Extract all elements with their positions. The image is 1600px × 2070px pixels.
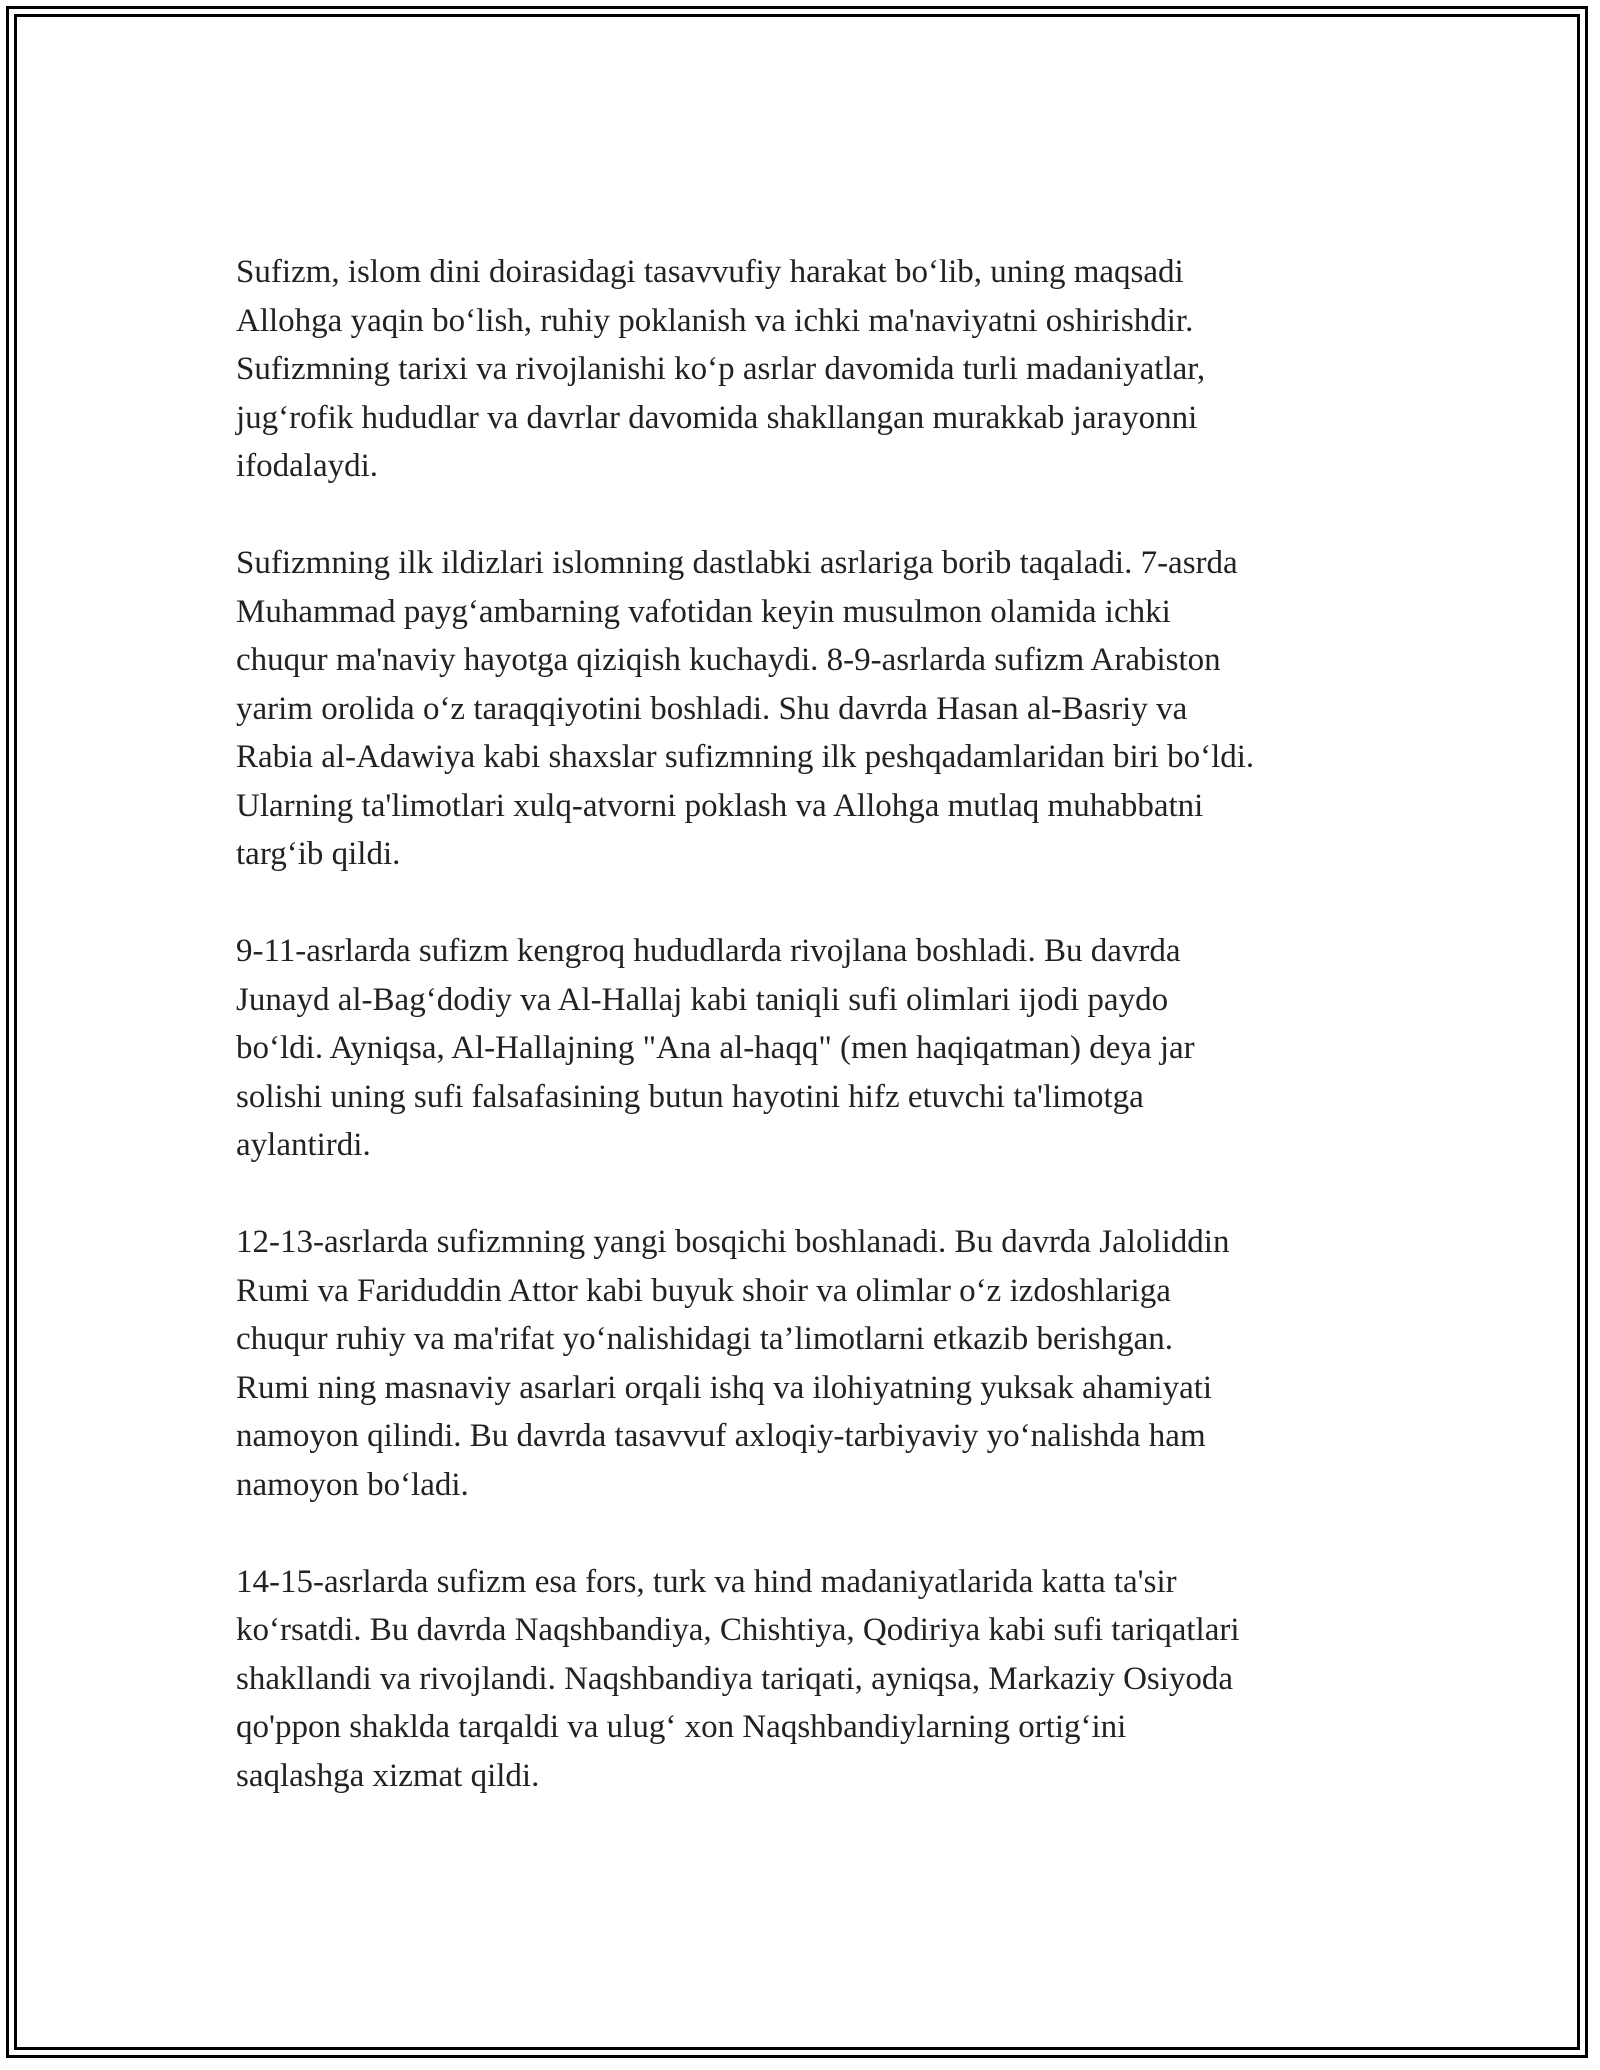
paragraph-1: Sufizm, islom dini doirasidagi tasavvufiy harakat bo‘lib, uning maqsadi Allohga yaqin bo‘lish, ruhiy poklanish va ichki ma'naviyatni oshirishdir. Sufizmning tarixi va rivojlanishi ko‘p asrlar davomida turli madaniyatlar, jug‘rofik hududlar va davrlar davomida shakllangan murakkab jarayonni ifodalaydi. [236,254,1206,484]
paragraph-4: 12-13-asrlarda sufizmning yangi bosqichi boshlanadi. Bu davrda Jaloliddin Rumi va Fariduddin Attor kabi buyuk shoir va olimlar o‘z izdoshlariga chuqur ruhiy va ma'rifat yo‘nalishidagi ta’limotlarni etkazib berishgan. Rumi ning masnaviy asarlari orqali ishq va ilohiyatning yuksak ahamiyati namoyon qilindi. Bu davrda tasavvuf axloqiy-tarbiyaviy yo‘nalishda ham namoyon bo‘ladi. [236,1224,1230,1503]
paragraph-5: 14-15-asrlarda sufizm esa fors, turk va hind madaniyatlarida katta ta'sir ko‘rsatdi. Bu davrda Naqshbandiya, Chishtiya, Qodiriya kabi sufi tariqatlari shakllandi va rivojlandi. Naqshbandiya tariqati, ayniqsa, Markaziy Osiyoda qo'ppon shaklda tarqaldi va ulug‘ xon Naqshbandiylarning ortig‘ini saqlashga xizmat qildi. [236,1563,1240,1794]
paragraph-2: Sufizmning ilk ildizlari islomning dastlabki asrlariga borib taqaladi. 7-asrda Muhammad payg‘ambarning vafotidan keyin musulmon olamida ichki chuqur ma'naviy hayotga qiziqish kuchaydi. 8-9-asrlarda sufizm Arabiston yarim orolida o‘z taraqqiyotini boshladi. Shu davrda Hasan al-Basriy va Rabia al-Adawiya kabi shaxslar sufizmning ilk peshqadamlaridan biri bo‘ldi. Ularning ta'limotlari xulq-atvorni poklash va Allohga mutlaq muhabbatni targ‘ib qildi. [236,545,1255,872]
document-body [236,248,1386,1800]
paragraph-3: 9-11-asrlarda sufizm kengroq hududlarda rivojlana boshladi. Bu davrda Junayd al-Bag‘dodiy va Al-Hallaj kabi taniqli sufi olimlari ijodi paydo bo‘ldi. Ayniqsa, Al-Hallajning "Ana al-haqq" (men haqiqatman) deya jar solishi uning sufi falsafasining butun hayotini hifz etuvchi ta'limotga aylantirdi. [236,933,1195,1163]
